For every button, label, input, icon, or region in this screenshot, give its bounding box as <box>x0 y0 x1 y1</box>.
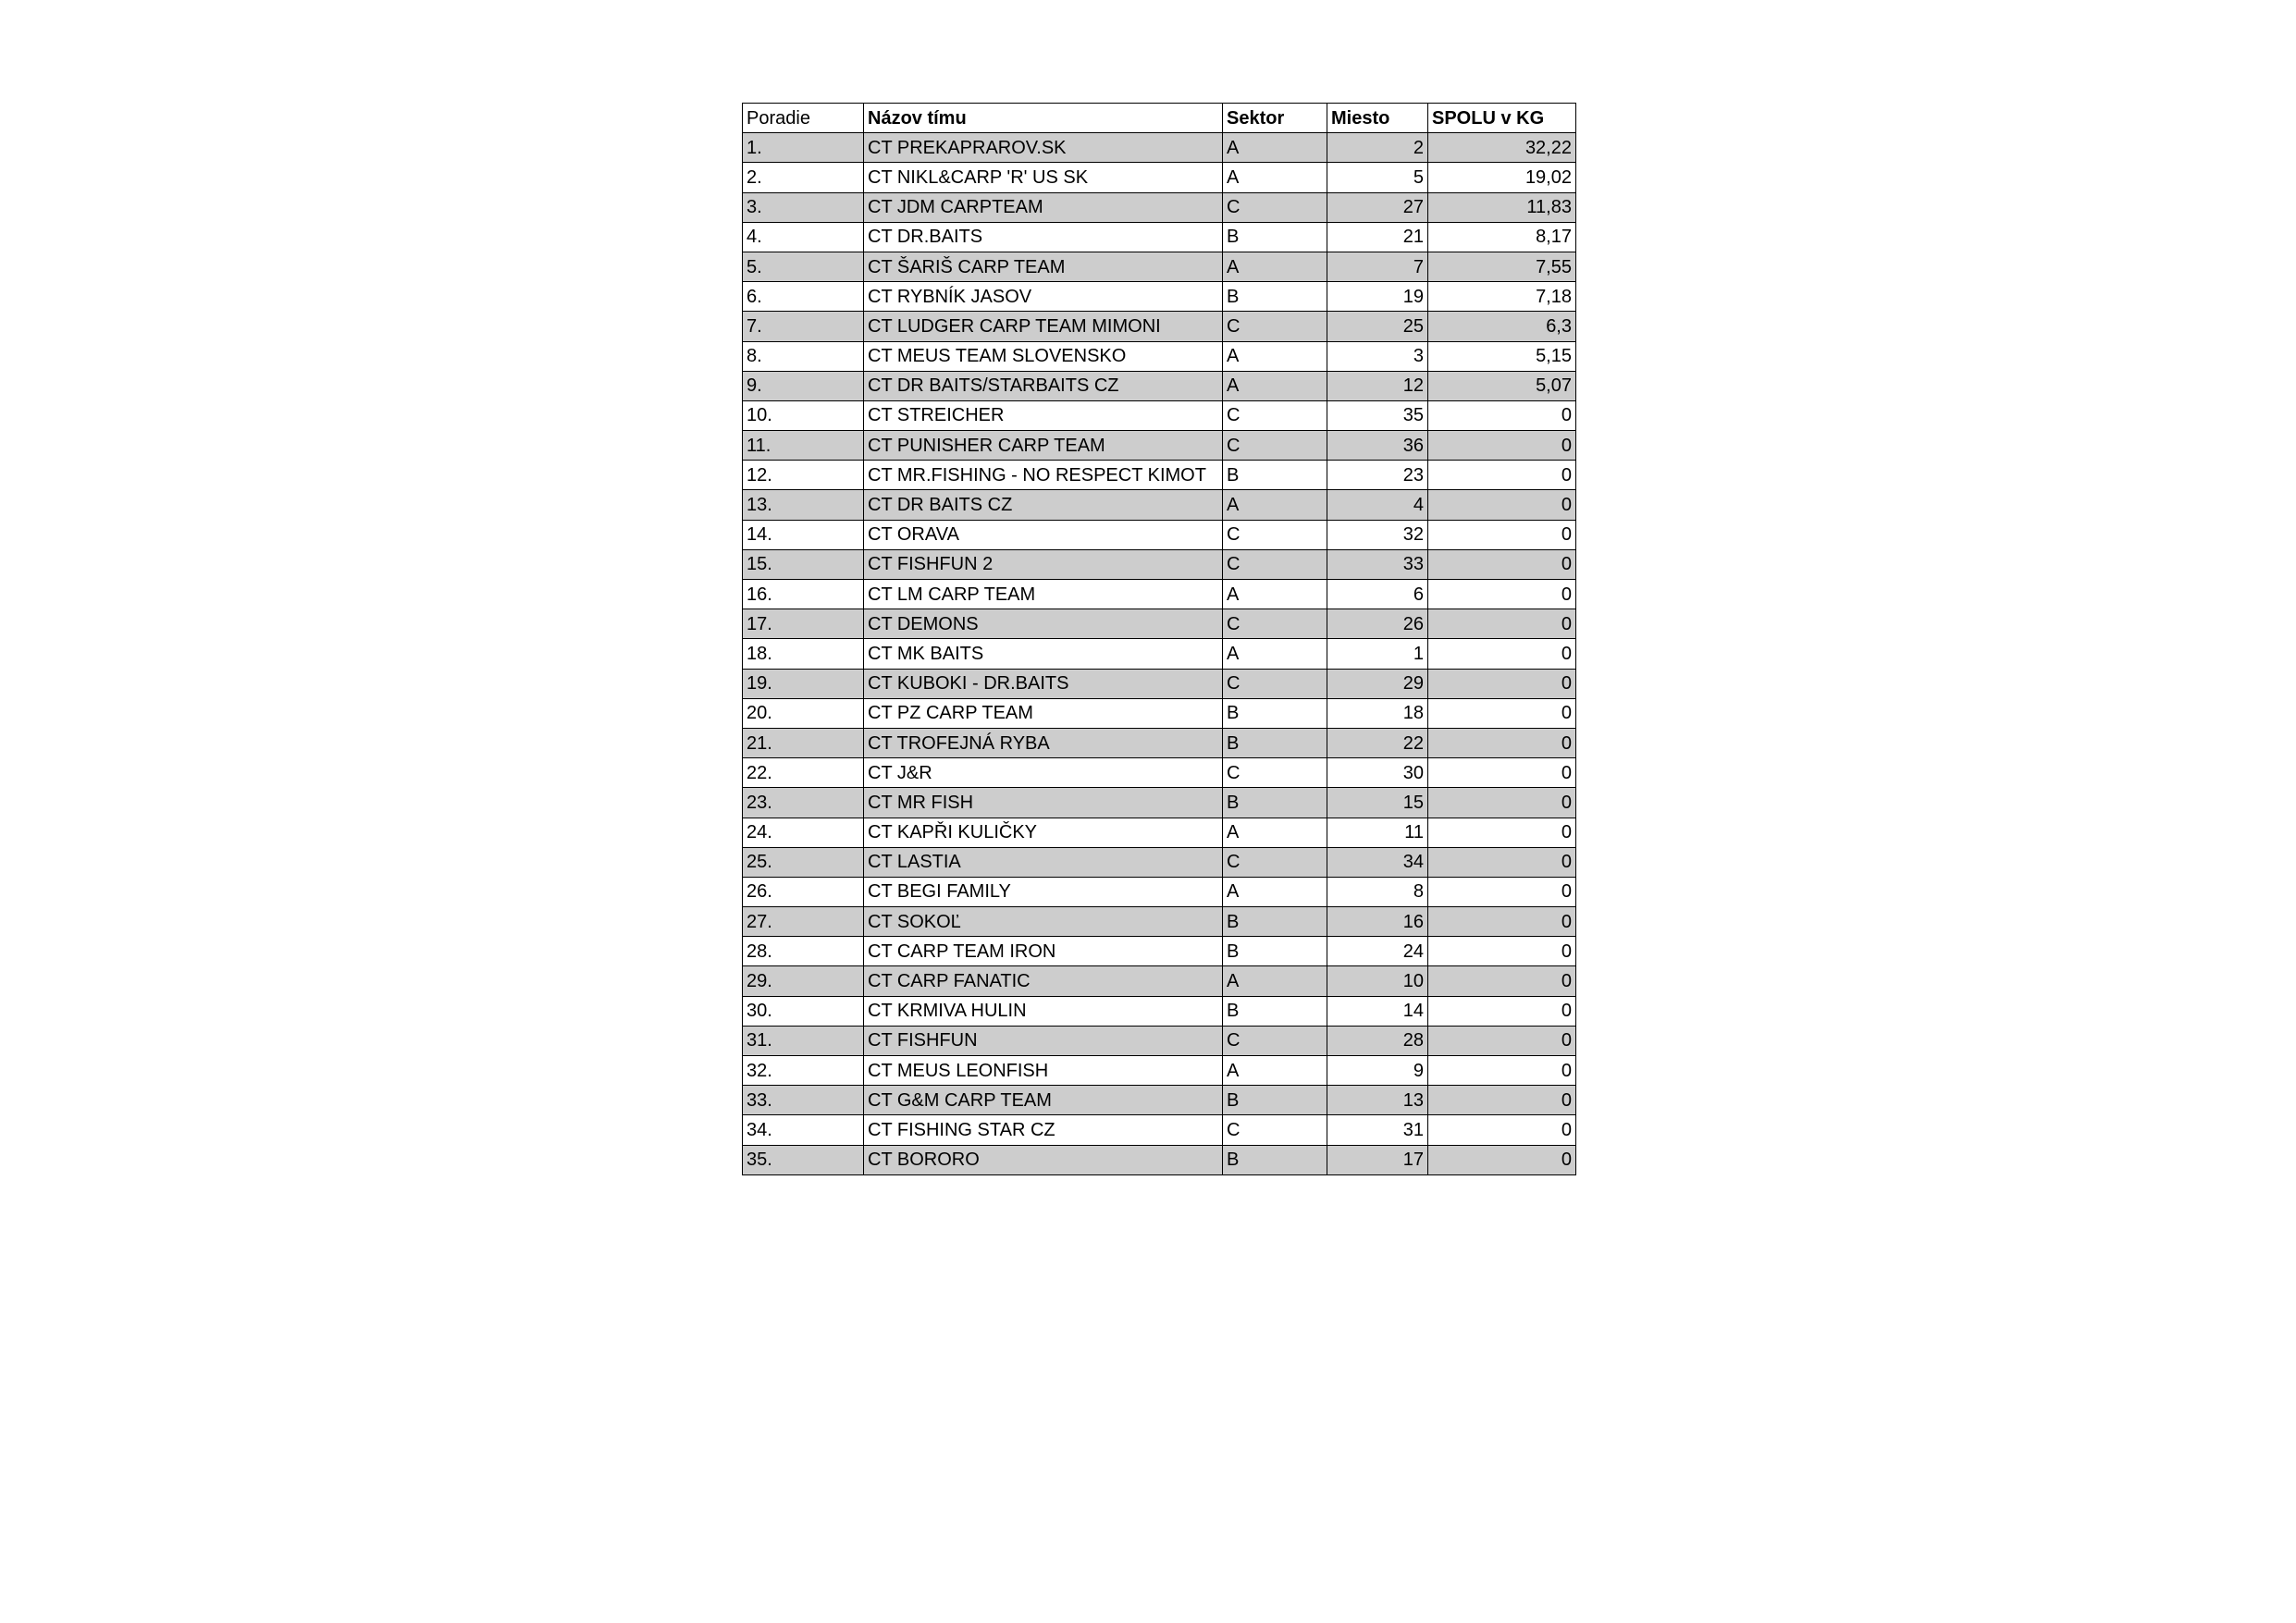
cell-sector: C <box>1223 192 1327 222</box>
cell-kg: 0 <box>1428 1056 1576 1086</box>
results-table <box>742 103 1576 1175</box>
cell-place: 5 <box>1327 163 1428 192</box>
table-row <box>743 341 1576 371</box>
cell-rank: 12. <box>743 461 864 490</box>
cell-sector: A <box>1223 490 1327 520</box>
cell-sector: B <box>1223 907 1327 937</box>
cell-rank: 29. <box>743 966 864 996</box>
cell-kg: 0 <box>1428 788 1576 818</box>
cell-team: CT KAPŘI KULIČKY <box>864 818 1223 847</box>
cell-sector: B <box>1223 788 1327 818</box>
cell-team: CT LUDGER CARP TEAM MIMONI <box>864 312 1223 341</box>
cell-team: CT DR.BAITS <box>864 222 1223 252</box>
cell-kg: 32,22 <box>1428 133 1576 163</box>
cell-sector: C <box>1223 549 1327 579</box>
cell-rank: 10. <box>743 400 864 430</box>
table-body <box>743 133 1576 1175</box>
cell-sector: A <box>1223 966 1327 996</box>
cell-team: CT FISHFUN <box>864 1026 1223 1055</box>
cell-kg: 0 <box>1428 907 1576 937</box>
cell-team: CT BORORO <box>864 1145 1223 1174</box>
table-row <box>743 400 1576 430</box>
cell-rank: 22. <box>743 758 864 788</box>
cell-kg: 0 <box>1428 1086 1576 1115</box>
cell-team: CT FISHING STAR CZ <box>864 1115 1223 1145</box>
cell-team: CT LM CARP TEAM <box>864 580 1223 609</box>
cell-sector: A <box>1223 371 1327 400</box>
cell-kg: 0 <box>1428 549 1576 579</box>
cell-sector: B <box>1223 728 1327 757</box>
cell-place: 22 <box>1327 728 1428 757</box>
cell-team: CT CARP FANATIC <box>864 966 1223 996</box>
cell-team: CT PUNISHER CARP TEAM <box>864 431 1223 461</box>
cell-team: CT ORAVA <box>864 520 1223 549</box>
table-row <box>743 639 1576 669</box>
cell-rank: 27. <box>743 907 864 937</box>
cell-team: CT CARP TEAM IRON <box>864 937 1223 966</box>
table-row <box>743 758 1576 788</box>
cell-kg: 0 <box>1428 400 1576 430</box>
cell-team: CT DR BAITS/STARBAITS CZ <box>864 371 1223 400</box>
cell-team: CT MEUS TEAM SLOVENSKO <box>864 341 1223 371</box>
cell-rank: 8. <box>743 341 864 371</box>
cell-team: CT STREICHER <box>864 400 1223 430</box>
cell-sector: B <box>1223 996 1327 1026</box>
cell-rank: 19. <box>743 669 864 698</box>
cell-sector: B <box>1223 461 1327 490</box>
cell-sector: B <box>1223 222 1327 252</box>
cell-rank: 3. <box>743 192 864 222</box>
cell-kg: 5,07 <box>1428 371 1576 400</box>
cell-sector: C <box>1223 1115 1327 1145</box>
table-row <box>743 163 1576 192</box>
cell-place: 15 <box>1327 788 1428 818</box>
cell-sector: A <box>1223 133 1327 163</box>
table-row <box>743 520 1576 549</box>
cell-rank: 2. <box>743 163 864 192</box>
table-row <box>743 877 1576 906</box>
cell-rank: 28. <box>743 937 864 966</box>
header-sector: Sektor <box>1223 104 1327 133</box>
cell-rank: 24. <box>743 818 864 847</box>
cell-rank: 14. <box>743 520 864 549</box>
cell-place: 7 <box>1327 252 1428 281</box>
cell-rank: 13. <box>743 490 864 520</box>
table-row <box>743 192 1576 222</box>
cell-kg: 0 <box>1428 818 1576 847</box>
cell-place: 3 <box>1327 341 1428 371</box>
cell-team: CT RYBNÍK JASOV <box>864 282 1223 312</box>
cell-place: 6 <box>1327 580 1428 609</box>
cell-place: 29 <box>1327 669 1428 698</box>
table-row <box>743 669 1576 698</box>
header-row <box>743 104 1576 133</box>
cell-place: 11 <box>1327 818 1428 847</box>
cell-rank: 31. <box>743 1026 864 1055</box>
cell-team: CT MK BAITS <box>864 639 1223 669</box>
cell-kg: 11,83 <box>1428 192 1576 222</box>
table-row <box>743 1115 1576 1145</box>
cell-place: 4 <box>1327 490 1428 520</box>
cell-kg: 0 <box>1428 639 1576 669</box>
table-row <box>743 1026 1576 1055</box>
cell-kg: 0 <box>1428 996 1576 1026</box>
cell-sector: A <box>1223 639 1327 669</box>
cell-kg: 6,3 <box>1428 312 1576 341</box>
cell-rank: 30. <box>743 996 864 1026</box>
cell-rank: 26. <box>743 877 864 906</box>
cell-sector: C <box>1223 669 1327 698</box>
table-row <box>743 1056 1576 1086</box>
cell-rank: 5. <box>743 252 864 281</box>
table-row <box>743 1145 1576 1174</box>
cell-team: CT FISHFUN 2 <box>864 549 1223 579</box>
cell-kg: 0 <box>1428 698 1576 728</box>
cell-kg: 7,55 <box>1428 252 1576 281</box>
cell-kg: 0 <box>1428 669 1576 698</box>
cell-team: CT BEGI FAMILY <box>864 877 1223 906</box>
cell-kg: 0 <box>1428 758 1576 788</box>
cell-kg: 0 <box>1428 937 1576 966</box>
cell-place: 27 <box>1327 192 1428 222</box>
cell-place: 9 <box>1327 1056 1428 1086</box>
cell-sector: B <box>1223 937 1327 966</box>
cell-sector: C <box>1223 400 1327 430</box>
cell-rank: 18. <box>743 639 864 669</box>
cell-place: 35 <box>1327 400 1428 430</box>
cell-team: CT MEUS LEONFISH <box>864 1056 1223 1086</box>
cell-sector: B <box>1223 282 1327 312</box>
cell-rank: 11. <box>743 431 864 461</box>
table-row <box>743 1086 1576 1115</box>
cell-place: 24 <box>1327 937 1428 966</box>
cell-place: 1 <box>1327 639 1428 669</box>
cell-team: CT PZ CARP TEAM <box>864 698 1223 728</box>
cell-place: 2 <box>1327 133 1428 163</box>
cell-sector: C <box>1223 312 1327 341</box>
table-row <box>743 461 1576 490</box>
table-row <box>743 937 1576 966</box>
cell-place: 21 <box>1327 222 1428 252</box>
table-row <box>743 728 1576 757</box>
cell-place: 30 <box>1327 758 1428 788</box>
cell-place: 33 <box>1327 549 1428 579</box>
cell-team: CT G&M CARP TEAM <box>864 1086 1223 1115</box>
header-kg: SPOLU v KG <box>1428 104 1576 133</box>
cell-kg: 0 <box>1428 490 1576 520</box>
cell-kg: 8,17 <box>1428 222 1576 252</box>
table-row <box>743 252 1576 281</box>
cell-sector: C <box>1223 847 1327 877</box>
cell-sector: A <box>1223 341 1327 371</box>
table-row <box>743 788 1576 818</box>
cell-place: 31 <box>1327 1115 1428 1145</box>
cell-sector: C <box>1223 758 1327 788</box>
cell-rank: 16. <box>743 580 864 609</box>
cell-rank: 34. <box>743 1115 864 1145</box>
cell-sector: C <box>1223 520 1327 549</box>
table-row <box>743 580 1576 609</box>
cell-rank: 33. <box>743 1086 864 1115</box>
cell-team: CT ŠARIŠ CARP TEAM <box>864 252 1223 281</box>
cell-place: 16 <box>1327 907 1428 937</box>
cell-rank: 25. <box>743 847 864 877</box>
cell-kg: 0 <box>1428 847 1576 877</box>
cell-sector: B <box>1223 698 1327 728</box>
cell-kg: 0 <box>1428 520 1576 549</box>
cell-place: 36 <box>1327 431 1428 461</box>
table-row <box>743 312 1576 341</box>
table-row <box>743 222 1576 252</box>
cell-sector: A <box>1223 580 1327 609</box>
cell-kg: 0 <box>1428 728 1576 757</box>
cell-team: CT MR FISH <box>864 788 1223 818</box>
cell-team: CT LASTIA <box>864 847 1223 877</box>
cell-sector: C <box>1223 1026 1327 1055</box>
cell-place: 28 <box>1327 1026 1428 1055</box>
cell-rank: 20. <box>743 698 864 728</box>
cell-rank: 15. <box>743 549 864 579</box>
cell-place: 8 <box>1327 877 1428 906</box>
table-row <box>743 609 1576 639</box>
cell-rank: 4. <box>743 222 864 252</box>
cell-team: CT JDM CARPTEAM <box>864 192 1223 222</box>
table-row <box>743 133 1576 163</box>
cell-place: 17 <box>1327 1145 1428 1174</box>
cell-rank: 7. <box>743 312 864 341</box>
cell-place: 14 <box>1327 996 1428 1026</box>
cell-place: 23 <box>1327 461 1428 490</box>
cell-kg: 0 <box>1428 1145 1576 1174</box>
cell-rank: 35. <box>743 1145 864 1174</box>
cell-rank: 6. <box>743 282 864 312</box>
cell-team: CT NIKL&CARP 'R' US SK <box>864 163 1223 192</box>
table-row <box>743 549 1576 579</box>
cell-sector: B <box>1223 1145 1327 1174</box>
table-header <box>743 104 1576 133</box>
table-row <box>743 431 1576 461</box>
table-row <box>743 371 1576 400</box>
cell-sector: C <box>1223 431 1327 461</box>
cell-place: 32 <box>1327 520 1428 549</box>
cell-rank: 23. <box>743 788 864 818</box>
cell-sector: C <box>1223 609 1327 639</box>
cell-rank: 9. <box>743 371 864 400</box>
cell-place: 12 <box>1327 371 1428 400</box>
cell-kg: 5,15 <box>1428 341 1576 371</box>
cell-sector: A <box>1223 1056 1327 1086</box>
cell-team: CT DEMONS <box>864 609 1223 639</box>
cell-team: CT DR BAITS CZ <box>864 490 1223 520</box>
table-row <box>743 907 1576 937</box>
cell-sector: A <box>1223 252 1327 281</box>
header-rank: Poradie <box>743 104 864 133</box>
cell-kg: 0 <box>1428 1115 1576 1145</box>
cell-team: CT PREKAPRAROV.SK <box>864 133 1223 163</box>
cell-kg: 7,18 <box>1428 282 1576 312</box>
cell-place: 19 <box>1327 282 1428 312</box>
cell-sector: A <box>1223 877 1327 906</box>
cell-rank: 1. <box>743 133 864 163</box>
cell-team: CT KRMIVA HULIN <box>864 996 1223 1026</box>
cell-kg: 0 <box>1428 461 1576 490</box>
cell-place: 25 <box>1327 312 1428 341</box>
table-row <box>743 966 1576 996</box>
cell-kg: 0 <box>1428 966 1576 996</box>
cell-team: CT MR.FISHING - NO RESPECT KIMOT <box>864 461 1223 490</box>
cell-place: 18 <box>1327 698 1428 728</box>
cell-kg: 0 <box>1428 580 1576 609</box>
header-team: Názov tímu <box>864 104 1223 133</box>
header-place: Miesto <box>1327 104 1428 133</box>
cell-team: CT KUBOKI - DR.BAITS <box>864 669 1223 698</box>
cell-place: 10 <box>1327 966 1428 996</box>
cell-kg: 19,02 <box>1428 163 1576 192</box>
cell-sector: A <box>1223 818 1327 847</box>
table-row <box>743 282 1576 312</box>
cell-rank: 21. <box>743 728 864 757</box>
table-row <box>743 698 1576 728</box>
cell-team: CT TROFEJNÁ RYBA <box>864 728 1223 757</box>
cell-team: CT J&R <box>864 758 1223 788</box>
table-row <box>743 847 1576 877</box>
table-row <box>743 996 1576 1026</box>
table-row <box>743 490 1576 520</box>
cell-rank: 17. <box>743 609 864 639</box>
cell-place: 13 <box>1327 1086 1428 1115</box>
cell-kg: 0 <box>1428 609 1576 639</box>
cell-kg: 0 <box>1428 431 1576 461</box>
cell-place: 26 <box>1327 609 1428 639</box>
cell-sector: B <box>1223 1086 1327 1115</box>
cell-kg: 0 <box>1428 1026 1576 1055</box>
cell-place: 34 <box>1327 847 1428 877</box>
table-row <box>743 818 1576 847</box>
cell-rank: 32. <box>743 1056 864 1086</box>
cell-team: CT SOKOĽ <box>864 907 1223 937</box>
cell-sector: A <box>1223 163 1327 192</box>
cell-kg: 0 <box>1428 877 1576 906</box>
